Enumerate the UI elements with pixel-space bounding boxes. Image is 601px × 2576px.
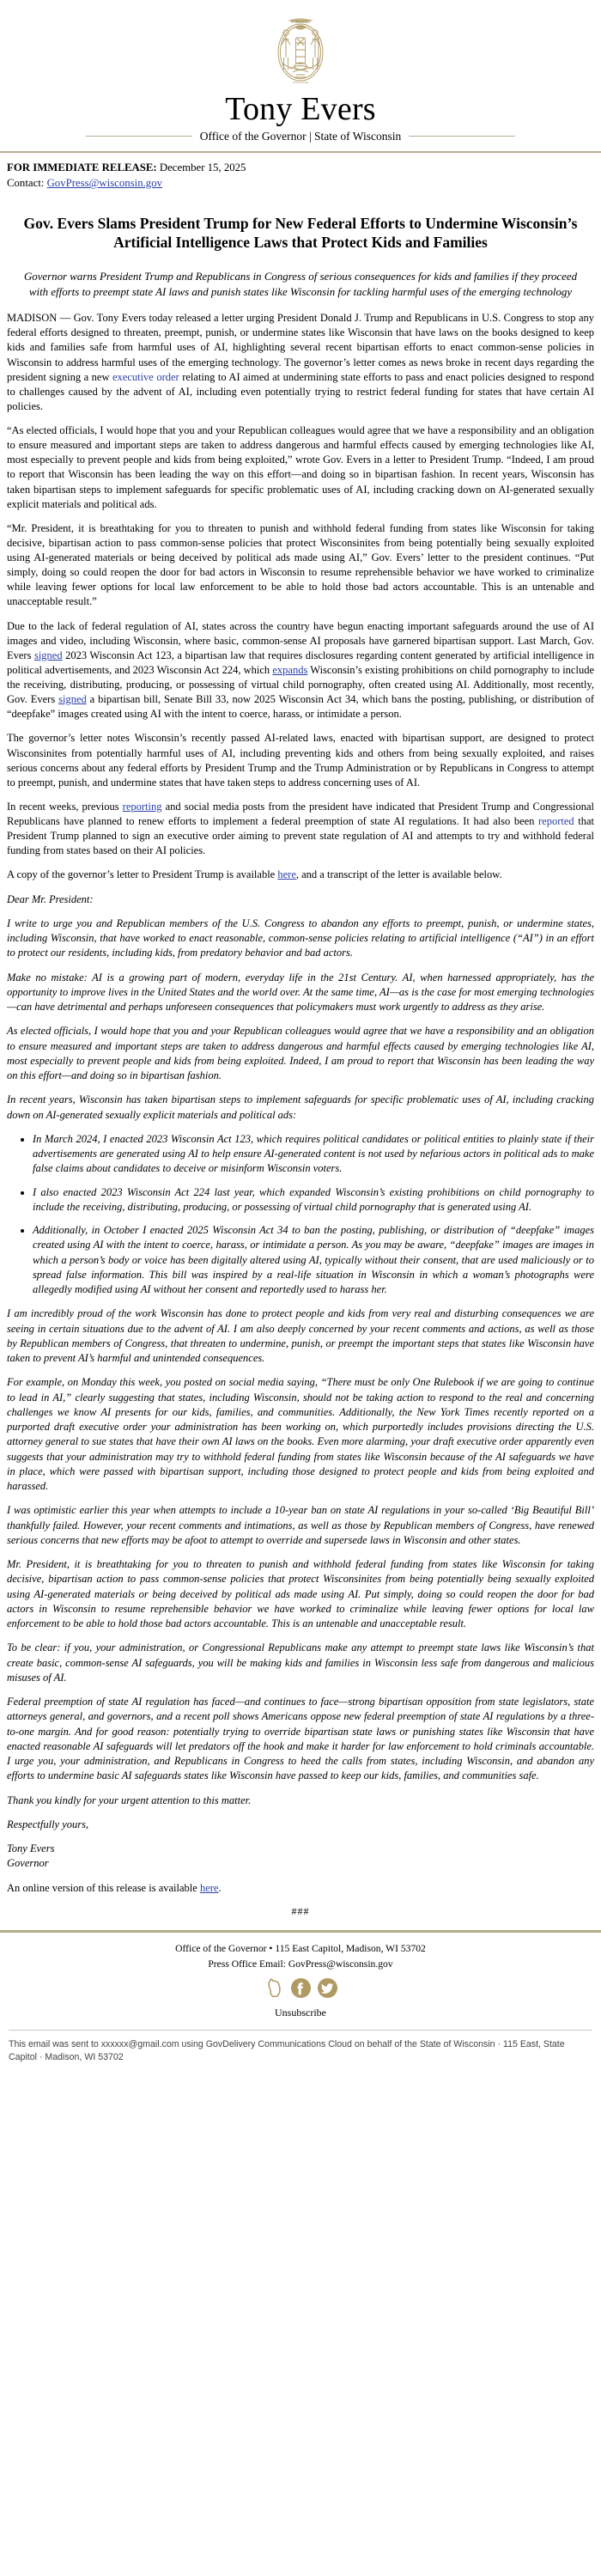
letter-paragraph: As elected officials, I would hope that you and your Republican colleagues would agree that we have a responsibility and an obligation to ensure measured and important steps are taken to address dangerous and harmful effects caused by emerging technologies like AI, most especially to prevent people and kids from being exploited. Indeed, I am proud to report that Wisconsin has been leading the way on this effort—and doing so in bipartisan fashion. <box>7 1025 594 1082</box>
reporting-link[interactable]: reporting <box>122 800 162 813</box>
release-meta <box>0 153 601 191</box>
end-marker: ### <box>291 1904 310 1917</box>
signer-name: Tony Evers <box>7 1842 55 1855</box>
release-body <box>0 300 601 1918</box>
online-version-line <box>7 1881 594 1896</box>
rule-left <box>86 136 192 137</box>
act-34-signed-link[interactable]: signed <box>58 693 87 706</box>
contact-line <box>7 175 594 191</box>
paragraph-text: A copy of the governor’s letter to President Trump is available <box>7 868 278 881</box>
governor-name: Tony Evers <box>225 91 376 127</box>
wisconsin-state-seal-icon <box>269 12 332 91</box>
office-line-wrap <box>0 130 601 143</box>
signer-title: Governor <box>7 1857 49 1870</box>
svg-text:FORWARD: FORWARD <box>291 20 310 24</box>
act-123-signed-link[interactable]: signed <box>33 649 63 661</box>
paragraph-text: that President Trump planned to sign an executive order aiming to prevent state regulation of AI and attempts to try and withhold federal funding from states based on their AI policies. <box>7 815 594 857</box>
body-paragraph <box>7 800 594 859</box>
footer-press-email: Press Office Email: GovPress@wisconsin.gov <box>208 1958 393 1970</box>
letter-signoff: Respectfully yours, <box>7 1818 89 1830</box>
body-paragraph <box>7 868 594 882</box>
letter-salutation: Dear Mr. President: <box>7 892 94 905</box>
letter-paragraph: Mr. President, it is breathtaking for you to threaten to punish and withhold federal funding from states like Wisconsin for taking decisive, bipartisan action to pass common-sense policies that protect Wisconsinites from being potentially being sexually exploited using AI-generated materials or being deceived by political ads made using AI. Put simply, doing so could reopen the door for bad actors in Wisconsin to resume reprehensible behavior we have worked to criminalize while leaving fewer options for local law enforcement to be able to hold those bad actors accountable. This is an untenable and unacceptable result. <box>7 1558 594 1630</box>
facebook-icon[interactable] <box>290 1977 312 1999</box>
letter-paragraph: Federal preemption of state AI regulation has faced—and continues to face—strong bipartisan opposition from state legislators, state attorneys general, and governors, and a recent poll shows Americans oppose new federal preemption of state AI regulations by a three-to-one margin. And for good reason: potentially trying to override bipartisan state laws or punishing states like Wisconsin that have enacted reasonable AI safeguards will let predators off the hook and make it harder for law enforcement to hold criminals accountable. I urge you, your administration, and Republicans in Congress to heed the calls from states, including Wisconsin, and abandon any efforts to undermine basic AI safeguards states like Wisconsin have passed to keep our kids, families, and communities safe. <box>7 1696 594 1782</box>
letter-paragraph: Make no mistake: AI is a growing part of modern, everyday life in the 21st Century. AI, when harnessed appropriately, has the opportunity to improve lives in the United States and the world over. At the same time, AI—as is the case for most emerging technologies—can have detrimental and perhaps unforeseen consequences that policymakers must work urgently to address as they arise. <box>7 971 594 1014</box>
body-paragraph <box>7 311 594 414</box>
letter-transcript <box>7 892 594 1872</box>
paragraph-text: In recent weeks, previous <box>7 800 123 813</box>
executive-order-link[interactable]: executive order <box>112 370 179 383</box>
list-item: • I also enacted 2023 Wisconsin Act 224 last year, which expanded Wisconsin’s existing prohibitions on child pornography to include the receiving, distributing, producing, or possessing of virtual child pornography that is generated using AI. <box>33 1185 594 1215</box>
letter-bullet-list <box>7 1132 594 1298</box>
release-date-line <box>7 160 594 175</box>
letter-copy-link[interactable]: here <box>277 868 296 881</box>
list-item: • In March 2024, I enacted 2023 Wisconsin Act 123, which requires political candidates or political entities to plainly state if their advertisements are generated using AI to help ensure AI-generated content is not used by nefarious actors in political ads to make false claims about candidates to deceive or misinform Wisconsin voters. <box>33 1132 594 1177</box>
contact-label: Contact: <box>7 177 45 190</box>
footer-address: Office of the Governor • 115 East Capitol, Madison, WI 53702 <box>175 1942 426 1954</box>
contact-email-link[interactable]: GovPress@wisconsin.gov <box>46 177 162 190</box>
office-line: Office of the Governor | State of Wisconsin <box>199 129 402 143</box>
act-224-expands-link[interactable]: expands <box>272 663 308 676</box>
online-version-link[interactable]: here <box>199 1881 219 1894</box>
release-date: December 15, 2025 <box>159 161 246 174</box>
immediate-release-label: FOR IMMEDIATE RELEASE: <box>7 161 157 174</box>
rule-right <box>409 136 515 137</box>
body-paragraph: “Mr. President, it is breathtaking for you to threaten to punish and withhold federal funding from states like Wisconsin for taking decisive, bipartisan action to pass common-sense policies that protect Wisconsinites from being potentially being sexually exploited using AI-generated materials or being deceived by political ads made using AI,” Gov. Evers’ letter to the president continues. “Put simply, doing so could reopen the door for bad actors in Wisconsin to resume reprehensible behavior we have worked to criminalize while leaving fewer options for local law enforcement to be able to hold those bad actors accountable. This is an untenable and unacceptable result.” <box>7 521 594 608</box>
page-title: Gov. Evers Slams President Trump for New Federal Efforts to Undermine Wisconsin’s Artificial Intelligence Laws that Protect Kids and Families <box>23 214 578 251</box>
letter-paragraph: I write to urge you and Republican members of the U.S. Congress to abandon any efforts to preempt, punish, or undermine states, including Wisconsin, that have worked to enact reasonable, common-sense policies relating to artificial intelligence (“AI”) in an effort to protect our residents, including kids, from predatory behavior and bad actors. <box>7 917 594 959</box>
paragraph-text: . <box>218 1881 222 1894</box>
paragraph-text: Due to the lack of federal regulation of AI, states across the country have begun enacting important safeguards around the use of AI images and video, including Wisconsin, where basic, common-sense AI proposals have garnered bipartisan support. Last March, Gov. Evers <box>7 619 594 661</box>
paragraph-text: MADISON — Gov. Tony Evers today released a letter urging President Donald J. Trump and Republicans in U.S. Congress to stop any federal efforts designed to threaten, preempt, punish, or undermine states like Wisconsin that have laws on the books designed to keep kids and families safe from harmful uses of AI, highlighting several recent bipartisan efforts to enact common-sense policies in Wisconsin to address harmful uses of the emerging technology. The governor’s letter comes as news broke in recent days regarding the president signing a new <box>7 312 594 383</box>
paragraph-text: Wisconsin’s existing prohibitions on child pornography to include the receiving, distributing, producing, or possessing of virtual child pornography, often created using AI. Additionally, most recently, Gov. Evers <box>7 663 595 706</box>
twitter-icon[interactable] <box>317 1977 338 1999</box>
paragraph-text: a bipartisan bill, Senate Bill 33, now 2025 Wisconsin Act 34, which bans the posting, publishing, or distribution of “deepfake” images created using AI with the intent to coerce, harass, or intimidate a person. <box>7 693 594 721</box>
signature-block <box>7 1842 594 1872</box>
letter-paragraph: For example, on Monday this week, you posted on social media saying, “There must be only One Rulebook if we are going to continue to lead in AI,” clearly suggesting that states, including Wisconsin, should not be taking action to respond to the real and concerning challenges we know AI presents for our kids, families, and communities. Additionally, the New York Times recently reported on a purported draft executive order your administration has been working on, which purportedly includes provisions directing the U.S. attorney general to sue states that have their own AI laws on the books. Even more alarming, your draft executive order apparently even suggests that your administration may try to withhold federal funding from states like Wisconsin because of the AI safeguards we have in place, which were passed with bipartisan support, including those designed to protect people and kids from being exploited and harassed. <box>7 1376 594 1493</box>
letter-paragraph: I am incredibly proud of the work Wisconsin has done to protect people and kids from very real and disturbing consequences we are seeing in certain situations due to the advent of AI. I am also deeply concerned by your recent comments and actions, as well as those by Republican members of Congress, that threaten to undermine, punish, or preempt the important steps that states like Wisconsin have taken to prevent AI’s harmful and unintended consequences. <box>7 1307 594 1365</box>
letter-paragraph: To be clear: if you, your administration, or Congressional Republicans make any attempt to preempt state laws like Wisconsin’s that create basic, common-sense AI safeguards, you will be making kids and families in Wisconsin less safe from dangerous and malicious misuses of AI. <box>7 1641 594 1684</box>
letter-paragraph: I was optimistic earlier this year when attempts to include a 10-year ban on state AI regulations in your so-called ‘Big Beautiful Bill’ thankfully failed. However, your recent comments and intimations, as well as those by Republican members of Congress, have renewed serious concerns that new efforts may be afoot to attempt to override and supersede laws in Wisconsin and other states. <box>7 1504 594 1546</box>
reported-link[interactable]: reported <box>538 815 574 828</box>
masthead <box>0 0 601 153</box>
subheadline: Governor warns President Trump and Republicans in Congress of serious consequences for kids and families if they proceed with efforts to preempt state AI laws and punish states like Wisconsin for tackling harmful uses of the emerging technology <box>23 271 578 298</box>
body-paragraph <box>7 619 594 722</box>
svg-text:WISCONSIN: WISCONSIN <box>292 81 309 84</box>
unsubscribe-link[interactable]: Unsubscribe <box>275 2006 326 2019</box>
footer <box>0 1933 601 2019</box>
paragraph-text: , and a transcript of the letter is available below. <box>295 868 502 881</box>
paragraph-text: relating to AI aimed at undermining state efforts to pass and enact policies designed to respond to challenges caused by the advent of AI, including even potentially trying to restrict federal funding for states that have certain AI policies. <box>7 370 594 412</box>
body-paragraph: “As elected officials, I would hope that you and your Republican colleagues would agree that we have a responsibility and an obligation to ensure measured and important steps are taken to address dangerous and harmful effects caused by emerging technologies like AI, most especially to prevent people and kids from being exploited,” wrote Gov. Evers in a letter to President Trump. “Indeed, I am proud to report that Wisconsin has been leading the way on this effort—and doing so in bipartisan fashion. In recent years, Wisconsin has taken bipartisan steps to implement safeguards for specific problematic uses of AI, including cracking down on AI-generated sexually explicit materials and political ads. <box>7 424 594 510</box>
body-paragraph: The governor’s letter notes Wisconsin’s recently passed AI-related laws, enacted with bipartisan support, are designed to protect Wisconsinites from potentially harmful uses of AI, including preventing kids and others from being sexually exploited, and raises serious concerns about any federal efforts by President Trump and the Trump Administration or by Republicans in Congress to attempt to preempt, punish, and undermine states that have taken steps to address concerning uses of AI. <box>7 732 594 789</box>
paragraph-text: and social media posts from the president have indicated that President Trump and Congressional Republicans have planned to renew efforts to implement a federal preemption of state AI regulations. It had also been <box>7 800 595 828</box>
paragraph-text: 2023 Wisconsin Act 123, a bipartisan law that requires disclosures regarding content generated by artificial intelligence in political advertisements, and 2023 Wisconsin Act 224, which <box>7 649 594 676</box>
social-links <box>7 1977 594 1999</box>
wisconsin-outline-icon[interactable] <box>264 1977 285 1999</box>
legal-disclaimer: This email was sent to xxxxxx@gmail.com using GovDelivery Communications Cloud on behalf of the State of Wisconsin · 115 East, State Capitol · Madison, WI 53702 <box>9 2038 565 2063</box>
letter-paragraph: In recent years, Wisconsin has taken bipartisan steps to implement safeguards for specific problematic uses of AI, including cracking down on AI-generated sexually explicit materials and political ads: <box>7 1093 594 1121</box>
paragraph-text: An online version of this release is available <box>7 1881 200 1894</box>
letter-closing: Thank you kindly for your urgent attention to this matter. <box>7 1793 252 1806</box>
list-item: • Additionally, in October I enacted 2025 Wisconsin Act 34 to ban the posting, publishing, or distribution of “deepfake” images created using AI with the intent to coerce, harass, or intimidate a person. As you may be aware, “deepfake” images are images in which a person’s body or voice has been digitally altered using AI, typically without their consent, that are used maliciously or to spread false information. This bill was inspired by a real-life situation in Wisconsin in which a woman’s photographs were allegedly modified using AI without her consent and reportedly used to harass her. <box>33 1223 594 1297</box>
